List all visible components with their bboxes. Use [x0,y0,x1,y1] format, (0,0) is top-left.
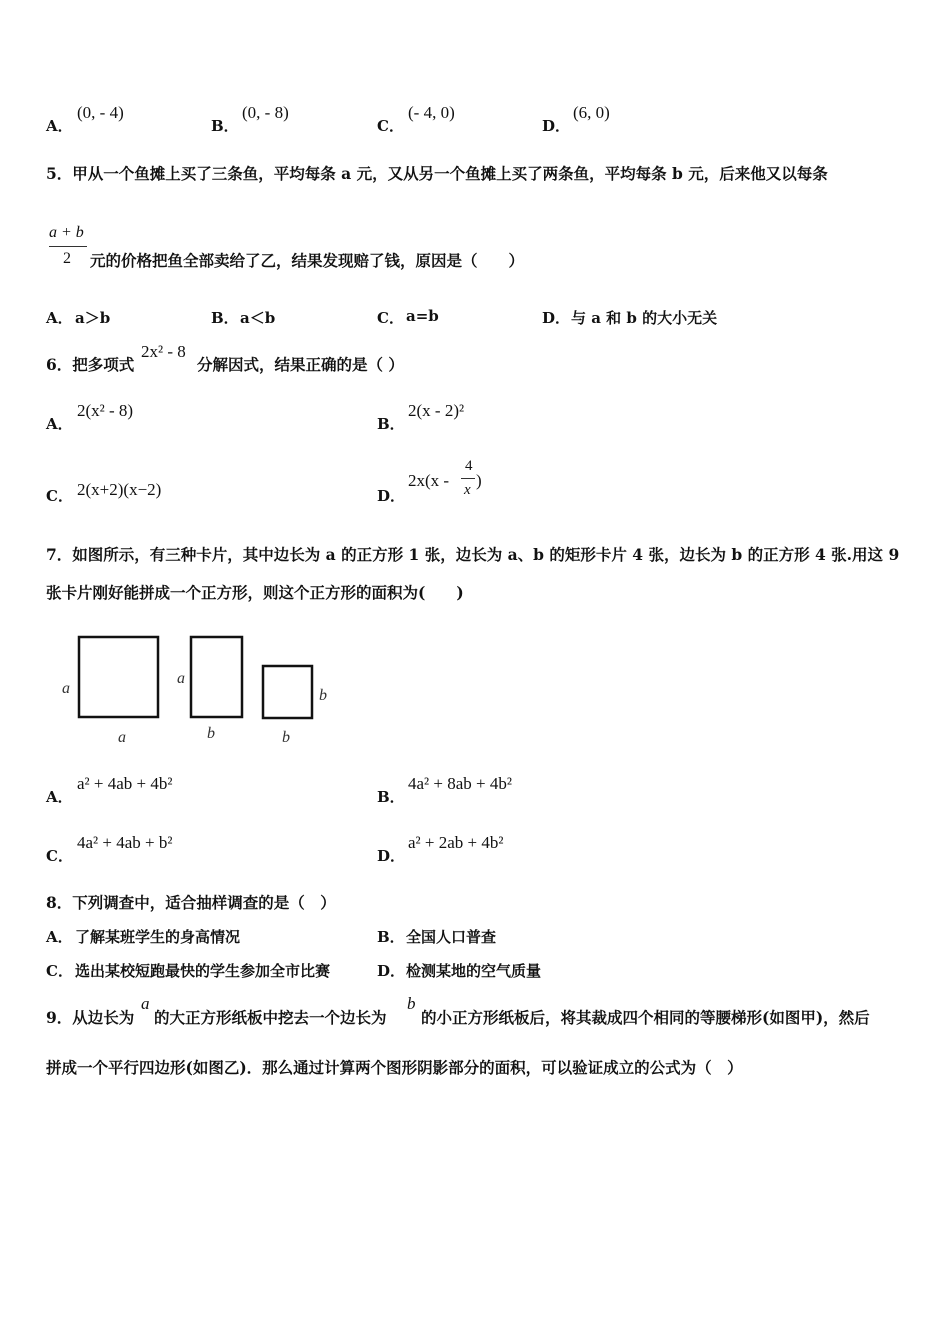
q6-option-a-label[interactable]: A． [46,415,73,433]
q6-option-d-numerator: 4 [465,458,473,474]
q6-option-c-expr: 2(x+2)(x−2) [77,480,162,499]
q4-option-a-label[interactable]: A． [46,117,73,135]
q6-option-d-denominator: x [464,482,471,498]
q4-option-b-label[interactable]: B． [211,117,239,135]
q8-option-b-label[interactable]: B． [377,928,405,946]
q5-option-b-text: a＜b [240,309,276,327]
q9-var-a: a [141,994,150,1013]
q7-option-d-label[interactable]: D． [377,847,406,865]
q6-polynomial: 2x² - 8 [141,342,186,361]
q5-option-c-text: a=b [406,307,439,325]
q5-stem-line2: 元的价格把鱼全部卖给了乙，结果发现赔了钱，原因是（ ） [90,251,525,270]
q7-stem-line1: 7．如图所示，有三种卡片，其中边长为 a 的正方形 1 张，边长为 a、b 的矩形卡片 4 张，边长为 b 的正方形 4 张.用这 9 [46,545,900,564]
q6-option-d-label[interactable]: D． [377,487,406,505]
label-sq-a-left: a [62,680,70,697]
q7-option-c-label[interactable]: C． [46,847,73,865]
q8-option-c-label[interactable]: C． [46,962,73,980]
q8-option-c-text: 选出某校短跑最快的学生参加全市比赛 [75,962,331,980]
q5-fraction-numerator: a + b [49,224,84,241]
q5-option-d-label[interactable]: D． [542,309,571,327]
q6-option-d-pre: 2x(x - [408,471,450,490]
q9-stem-part1: 9．从边长为 [46,1008,135,1027]
q7-option-a-expr: a² + 4ab + 4b² [77,774,173,793]
q6-option-b-label[interactable]: B． [377,415,405,433]
q8-option-d-label[interactable]: D． [377,962,406,980]
q4-option-b-expr: (0, - 8) [242,103,289,122]
label-sq-a-bottom: a [118,729,126,746]
q5-stem-line1: 5．甲从一个鱼摊上买了三条鱼，平均每条 a 元，又从另一个鱼摊上买了两条鱼，平均每条 b 元，后来他又以每条 [46,164,828,183]
q9-var-b: b [407,994,416,1013]
q6-stem-pre: 6．把多项式 [46,355,135,374]
q7-card-figure [55,630,345,750]
q7-option-a-label[interactable]: A． [46,788,73,806]
q6-option-b-expr: 2(x - 2)² [408,401,465,420]
q4-option-c-expr: (- 4, 0) [408,103,455,122]
q4-option-c-label[interactable]: C． [377,117,404,135]
square-a-card [79,637,158,717]
q8-stem: 8．下列调查中，适合抽样调查的是（ ） [46,893,336,912]
q8-option-a-text: 了解某班学生的身高情况 [75,928,241,946]
q9-stem-part3: 的小正方形纸板后，将其裁成四个相同的等腰梯形(如图甲)，然后 [421,1008,870,1027]
q7-option-b-expr: 4a² + 8ab + 4b² [408,774,512,793]
q6-option-d-post: ) [476,471,482,490]
q4-option-a-expr: (0, - 4) [77,103,124,122]
q5-option-c-label[interactable]: C． [377,309,404,327]
q7-stem-line2: 张卡片刚好能拼成一个正方形，则这个正方形的面积为( ) [46,583,464,602]
q4-option-d-expr: (6, 0) [573,103,610,122]
q7-option-d-expr: a² + 2ab + 4b² [408,833,504,852]
fraction-bar [49,246,87,247]
rectangle-ab-card [191,637,242,717]
q6-stem-post: 分解因式，结果正确的是（ ） [197,355,404,374]
square-b-card [263,666,312,718]
label-rect-left: a [177,670,185,687]
q8-option-d-text: 检测某地的空气质量 [406,962,542,980]
q4-option-d-label[interactable]: D． [542,117,571,135]
q7-option-b-label[interactable]: B． [377,788,405,806]
q5-option-a-label[interactable]: A． [46,309,73,327]
q8-option-b-text: 全国人口普查 [406,928,497,946]
q5-option-d-text: 与 a 和 b 的大小无关 [571,309,718,327]
label-rect-bottom: b [207,725,215,742]
q5-option-a-text: a＞b [75,309,111,327]
q7-option-c-expr: 4a² + 4ab + b² [77,833,173,852]
q6-option-c-label[interactable]: C． [46,487,73,505]
q8-option-a-label[interactable]: A． [46,928,73,946]
q9-stem-part2: 的大正方形纸板中挖去一个边长为 [154,1008,387,1027]
label-sq-b-bottom: b [282,729,290,746]
label-sq-b-right: b [319,687,327,704]
q5-option-b-label[interactable]: B． [211,309,239,327]
q6-option-a-expr: 2(x² - 8) [77,401,134,420]
q9-stem-line2: 拼成一个平行四边形(如图乙)．那么通过计算两个图形阴影部分的面积，可以验证成立的公式为（ ） [46,1058,743,1077]
q5-fraction-denominator: 2 [63,250,71,267]
fraction-bar [461,478,475,479]
